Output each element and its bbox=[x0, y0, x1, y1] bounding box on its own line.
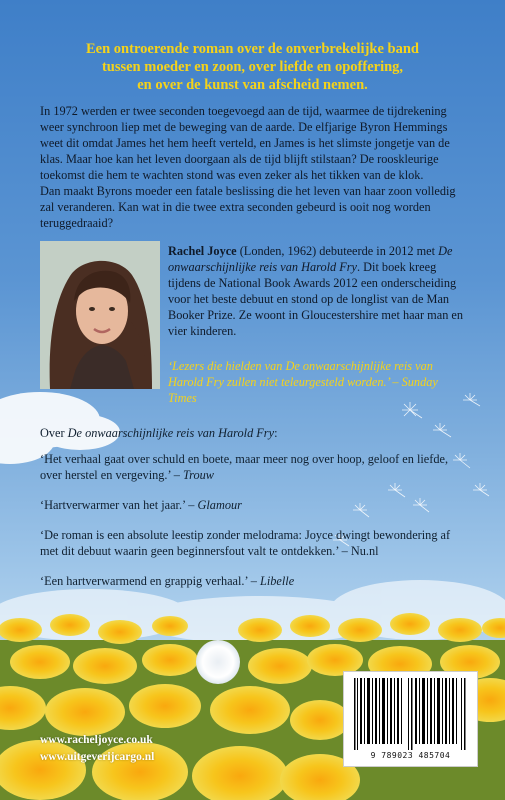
review-source: Nu.nl bbox=[350, 544, 379, 558]
reviews bbox=[40, 425, 470, 603]
reviews-heading: Over De onwaarschijnlijke reis van Harold Fry: bbox=[40, 426, 278, 440]
tagline-line-1: Een ontroerende roman over de onverbrekelijke band bbox=[86, 41, 419, 57]
website-publisher[interactable]: www.uitgeverijcargo.nl bbox=[40, 751, 155, 763]
review-source: Glamour bbox=[197, 498, 242, 512]
review-item: ‘Hartverwarmer van het jaar.’ – Glamour bbox=[40, 498, 242, 512]
review-source: Trouw bbox=[182, 468, 214, 482]
review-item: ‘Een hartverwarmend en grappig verhaal.’ – Libelle bbox=[40, 574, 295, 588]
isbn-barcode bbox=[343, 671, 478, 767]
websites bbox=[40, 732, 154, 766]
reviews-heading-title: De onwaarschijnlijke reis van Harold Fry bbox=[67, 426, 275, 440]
tagline bbox=[40, 40, 465, 94]
author-bio-text-1: (Londen, 1962) debuteerde in 2012 met bbox=[236, 244, 439, 258]
author-book-title: De onwaarschijnlijke reis van Harold Fry bbox=[168, 244, 453, 274]
review-item: ‘Het verhaal gaat over schuld en boete, maar meer nog over hoop, geloof en liefde, over herstel en vergeving.’ – Trouw bbox=[40, 452, 449, 482]
barcode-bars bbox=[344, 672, 477, 752]
synopsis bbox=[40, 103, 470, 231]
featured-quote-title: De onwaarschijnlijke reis van Harold Fry bbox=[168, 359, 433, 389]
tagline-line-3: en over de kunst van afscheid nemen. bbox=[137, 77, 368, 93]
tagline-line-2: tussen moeder en zoon, over liefde en opoffering, bbox=[101, 59, 404, 75]
synopsis-paragraph-2: Dan maakt Byrons moeder een fatale beslissing die het leven van haar zoon volledig zal veranderen. Kan wat in die twee extra seconden gebeurd is ooit nog worden teruggedraaid? bbox=[40, 184, 456, 230]
synopsis-paragraph-1: In 1972 werden er twee seconden toegevoegd aan de tijd, waarmee de tijdrekening weer synchroon liep met de beweging van de aarde. De elfjarige Byron Hemmings weet dit omdat James het hem heeft verteld, en James is het slimste jongetje van de klas. Maar hoe kan het leven doorgaan als de tijd blijft stilstaan? De rooskleurige toekomst die hem te wachten stond was even zeker als het tikken van de klok. bbox=[40, 104, 450, 182]
author-bio-text-2: . Dit boek kreeg tijdens de National Book Awards 2012 een onderscheiding voor het beste debuut en stond op de longlist van de Man Booker Prize. Ze woont in Gloucestershire met haar man en vier kinderen. bbox=[168, 260, 464, 338]
author-bio bbox=[168, 243, 468, 339]
author-photo bbox=[40, 241, 160, 389]
featured-quote-text-2: zullen niet teleurgesteld worden.’ – bbox=[223, 375, 402, 389]
review-item: ‘De roman is een absolute leestip zonder melodrama: Joyce dwingt bewondering af met dit debuut waarin geen beginnersfout valt te ontdekken.’ – Nu.nl bbox=[40, 528, 451, 558]
review-source: Libelle bbox=[260, 574, 295, 588]
author-name: Rachel Joyce bbox=[168, 244, 237, 258]
featured-quote-text-1: ‘Lezers die hielden van bbox=[168, 359, 286, 373]
website-author[interactable]: www.racheljoyce.co.uk bbox=[40, 734, 153, 746]
barcode-digits: 9 789023 485704 bbox=[370, 751, 451, 760]
featured-quote-source: Sunday Times bbox=[168, 375, 438, 405]
